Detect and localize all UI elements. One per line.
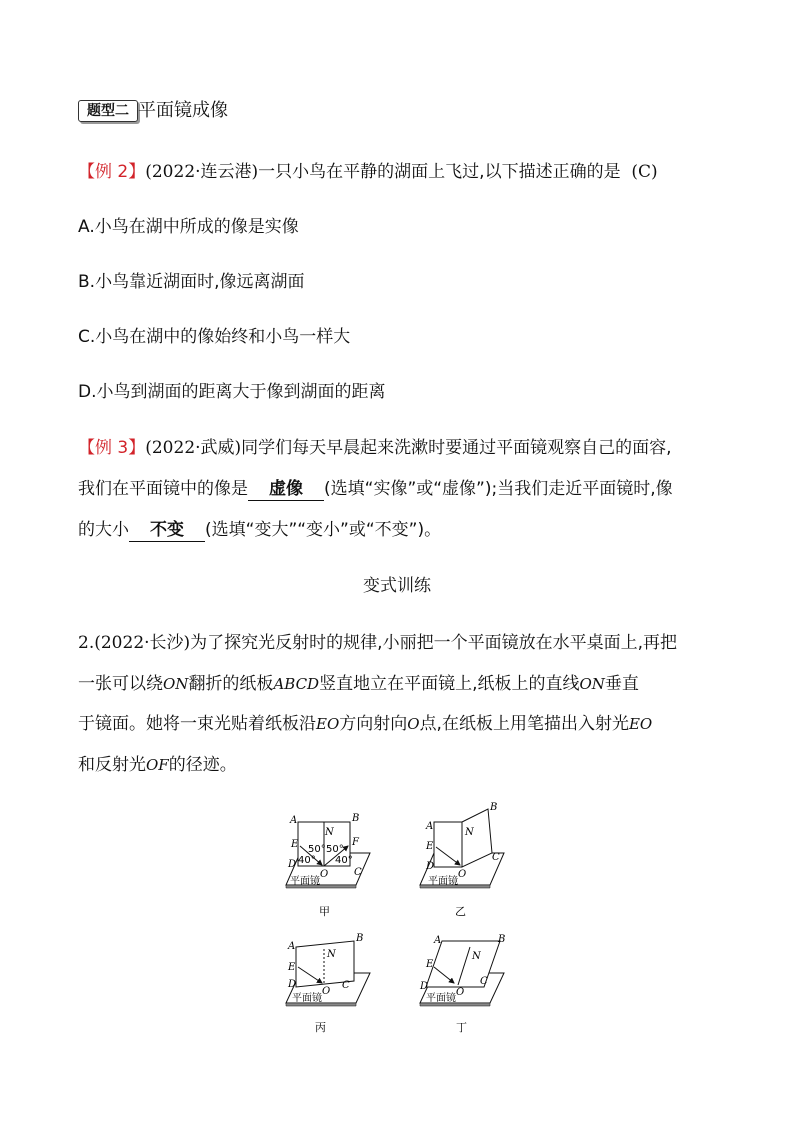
label-d-yi: D <box>426 861 435 872</box>
caption-yi: 乙 <box>455 905 466 918</box>
example3-text1: 同学们每天早晨起来洗漱时要通过平面镜观察自己的面容, <box>241 438 672 458</box>
problem2-text2a: 一张可以绕 <box>78 674 163 694</box>
problem2-o: O <box>407 715 420 733</box>
problem2-eo: EO <box>316 715 340 733</box>
problem2-abcd: ABCD <box>273 675 320 693</box>
label-a-yi: A <box>426 821 434 832</box>
mirror-label-ding: 平面镜 <box>426 993 456 1004</box>
example3-line2 <box>78 477 673 501</box>
example2-text: 一只小鸟在平静的湖面上飞过,以下描述正确的是 <box>258 162 621 182</box>
example3-text3a: 的大小 <box>78 520 129 540</box>
problem2-text4a: 和反射光 <box>78 755 146 775</box>
problem2-on: ON <box>163 675 189 693</box>
problem2-text2c: 竖直地立在平面镜上,纸板上的直线 <box>319 674 580 694</box>
example3-blank2: 不变 <box>129 519 205 542</box>
label-b-jia: B <box>352 813 360 824</box>
problem2-number: 2. <box>78 633 95 653</box>
problem2-of: OF <box>146 756 169 774</box>
label-f-jia: F <box>352 837 359 848</box>
example2-option-b: B.小鸟靠近湖面时,像远离湖面 <box>78 272 305 292</box>
example2-source: (2022·连云港) <box>145 162 259 182</box>
label-d-bing: D <box>288 979 297 990</box>
label-c-ding: C <box>480 976 488 987</box>
problem2-line3 <box>78 712 652 736</box>
board-left-yi <box>434 822 462 867</box>
label-e-bing: E <box>288 962 296 973</box>
example2-question <box>78 160 658 184</box>
label-c-bing: C <box>342 980 350 991</box>
training-heading: 变式训练 <box>363 576 431 596</box>
example2-option-c: C.小鸟在湖中的像始终和小鸟一样大 <box>78 327 351 347</box>
problem2-eo-2: EO <box>628 715 653 733</box>
problem2-on-2: ON <box>579 675 605 693</box>
problem2-source: (2022·长沙) <box>94 633 191 653</box>
label-b-ding: B <box>498 934 506 945</box>
label-o-yi: O <box>458 869 467 880</box>
example3-blank1: 虚像 <box>248 478 324 501</box>
problem2-text4b: 的径迹。 <box>168 755 237 775</box>
example2-option-d: D.小鸟到湖面的距离大于像到湖面的距离 <box>78 382 386 402</box>
example3-line1 <box>78 436 672 460</box>
figures-panel <box>270 795 530 1040</box>
example3-source: (2022·武威) <box>145 438 242 458</box>
label-n-jia: N <box>325 827 334 838</box>
example3-text2b: (选填“实像”或“虚像”);当我们走近平面镜时,像 <box>324 479 673 499</box>
problem2-line2 <box>78 672 639 696</box>
figure-yi <box>420 802 504 918</box>
label-d-ding: D <box>420 981 429 992</box>
problem2-text3b: 方向射向 <box>339 714 408 734</box>
problem2-text3a: 于镜面。她将一束光贴着纸板沿 <box>78 714 316 734</box>
label-n-bing: N <box>327 949 336 960</box>
label-o-bing: O <box>322 986 331 997</box>
problem2-line1 <box>78 631 677 655</box>
label-e-ding: E <box>426 959 434 970</box>
problem2-text2d: 垂直 <box>604 674 639 694</box>
problem2-text2b: 翻折的纸板 <box>188 674 274 694</box>
example3-label: 【例 3】 <box>78 438 146 458</box>
angle-2-jia: 50° <box>326 844 344 855</box>
label-o-ding: O <box>456 987 465 998</box>
label-n-yi: N <box>465 827 474 838</box>
figure-bing <box>286 933 370 1034</box>
label-e-yi: E <box>426 841 434 852</box>
example3-text2a: 我们在平面镜中的像是 <box>78 479 248 499</box>
caption-ding: 丁 <box>456 1021 467 1034</box>
label-c-yi: C <box>492 852 500 863</box>
example2-option-a: A.小鸟在湖中所成的像是实像 <box>78 217 299 237</box>
label-d-jia: D <box>288 859 297 870</box>
section-title: 平面镜成像 <box>138 100 228 121</box>
example2-label: 【例 2】 <box>78 162 146 182</box>
label-o-jia: O <box>320 869 329 880</box>
label-n-ding: N <box>472 951 481 962</box>
example3-line3 <box>78 518 441 542</box>
label-a-bing: A <box>288 941 296 952</box>
problem2-text3c: 点,在纸板上用笔描出入射光 <box>419 714 629 734</box>
example2-answer: (C) <box>631 162 658 182</box>
label-b-yi: B <box>490 802 498 813</box>
mirror-label-bing: 平面镜 <box>292 993 322 1004</box>
label-a-jia: A <box>290 815 298 826</box>
section-tag: 题型二 <box>78 100 138 122</box>
label-a-ding: A <box>434 935 442 946</box>
caption-jia: 甲 <box>319 905 330 918</box>
label-c-jia: C <box>354 867 362 878</box>
example3-text3b: (选填“变大”“变小”或“不变”)。 <box>205 520 442 540</box>
problem2-line4 <box>78 753 237 777</box>
mirror-label-yi: 平面镜 <box>428 876 458 887</box>
mirror-label-jia: 平面镜 <box>290 876 320 887</box>
angle-1-jia: 50° <box>308 844 326 855</box>
figure-ding <box>419 934 505 1034</box>
problem2-text1: 为了探究光反射时的规律,小丽把一个平面镜放在水平桌面上,再把 <box>190 633 677 653</box>
figure-jia <box>286 813 370 918</box>
caption-bing: 丙 <box>315 1021 326 1034</box>
angle-4-jia: 40° <box>335 855 353 866</box>
angle-3-jia: 40° <box>298 855 316 866</box>
label-e-jia: E <box>291 839 299 850</box>
label-b-bing: B <box>356 933 364 944</box>
